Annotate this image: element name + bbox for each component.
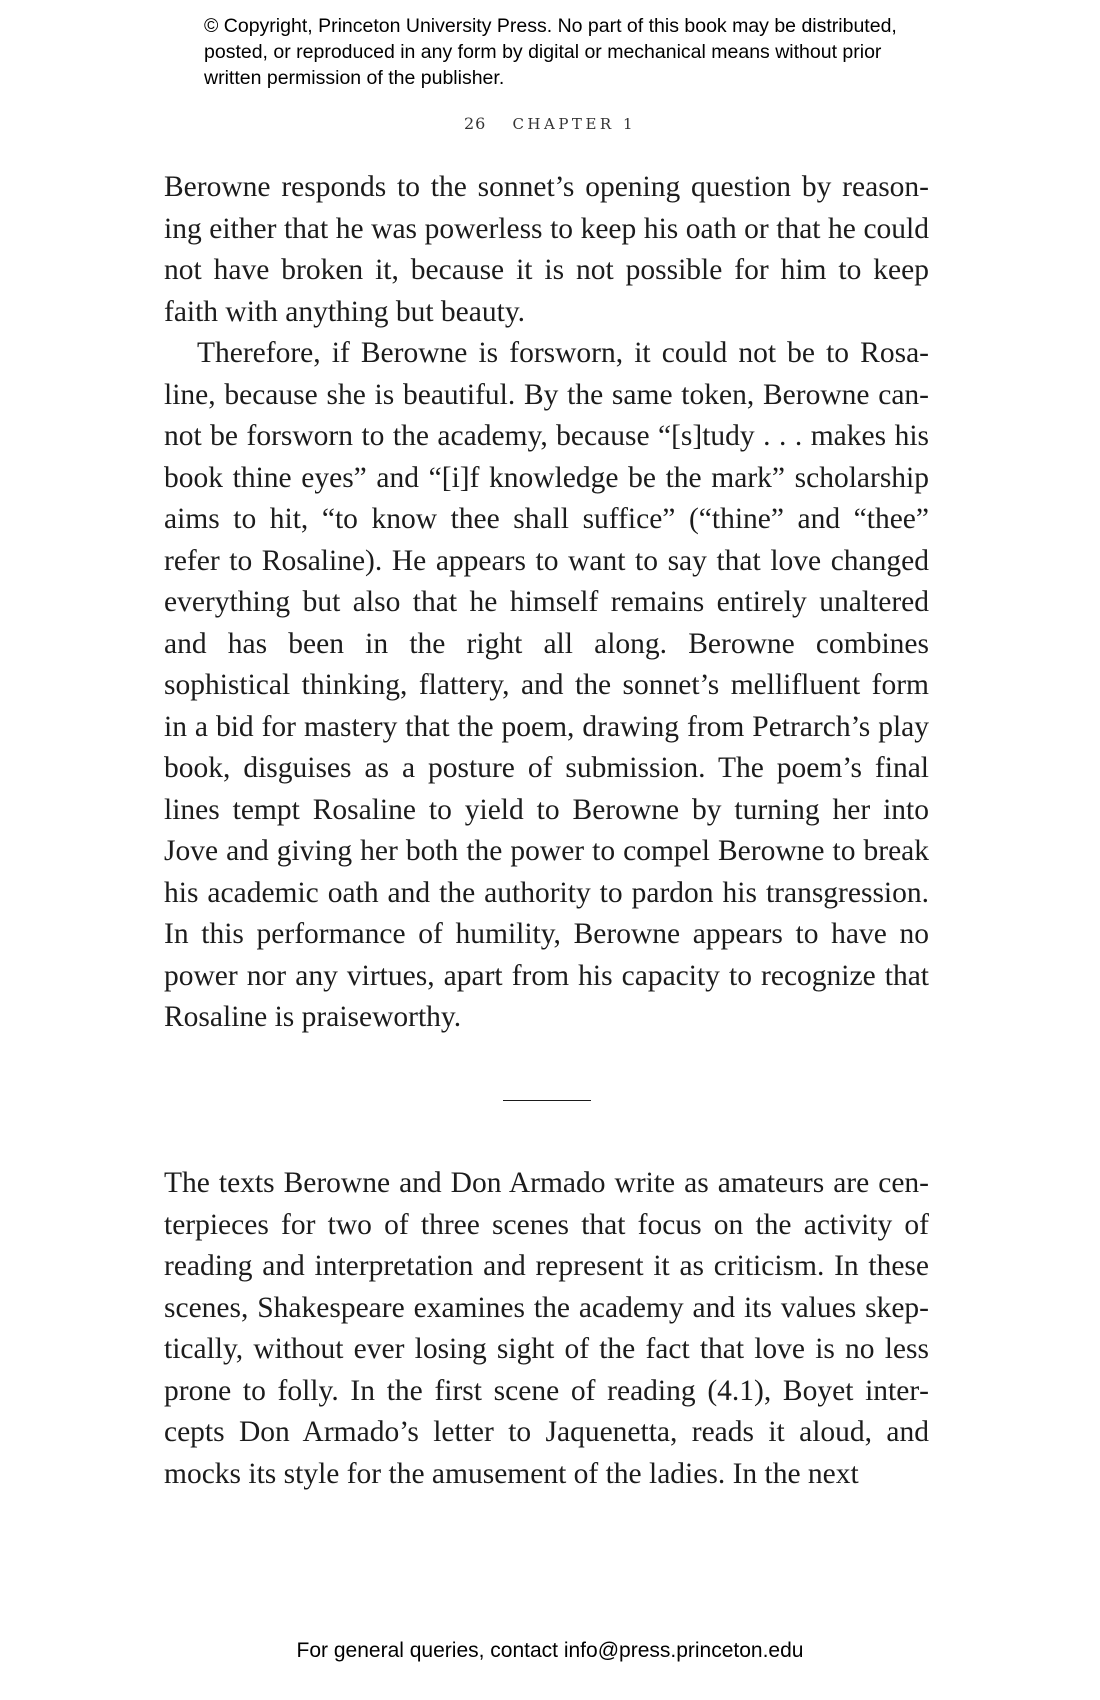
paragraph-1: Berowne responds to the sonnet’s opening question by reasoning either that he was powerless to keep his oath or that he could not have broken it, because it is not possible for him to keep faith with anything but beauty.: [164, 171, 929, 328]
text-block-after-break: [164, 1163, 929, 1495]
running-head: [0, 114, 1100, 133]
copyright-notice: © Copyright, Princeton University Press. No part of this book may be distributed, posted, or reproduced in any form by digital or mechanical means without prior written permission of the publisher.: [204, 15, 897, 89]
footer-contact: For general queries, contact info@press.princeton.edu: [296, 1639, 804, 1662]
paragraph-2: Therefore, if Berowne is forsworn, it could not be to Rosaline, because she is beautiful. By the same token, Berowne cannot be forsworn to the academy, because “[s]tudy . . . makes his book thine eyes” and “[i]f knowledge be the mark” scholarship aims to hit, “to know thee shall suffice” (“thine” and “thee” refer to Rosaline). He appears to want to say that love changed everything but also that he himself remains entirely unaltered and has been in the right all along. Berowne combines sophistical thinking, flattery, and the sonnet’s mellifluent form in a bid for mastery that the poem, drawing from Petrarch’s play book, disguises as a posture of submission. The poem’s final lines tempt Rosaline to yield to Berowne by turning her into Jove and giving her both the power to compel Berowne to break his academic oath and the authority to pardon his transgression. In this performance of humility, Berowne appears to have no power nor any virtues, apart from his capacity to recognize that Rosaline is praiseworthy.: [164, 337, 929, 1033]
page-number: 26: [464, 114, 487, 133]
section-break-rule: [503, 1100, 591, 1101]
chapter-label: CHAPTER 1: [512, 115, 636, 133]
paragraph-3: The texts Berowne and Don Armado write as amateurs are centerpieces for two of three scenes that focus on the activity of reading and interpretation and represent it as criticism. In these scenes, Shakespeare examines the academy and its values skeptically, without ever losing sight of the fact that love is no less prone to folly. In the first scene of reading (4.1), Boyet intercepts Don Armado’s letter to Jaquenetta, reads it aloud, and mocks its style for the amusement of the ladies. In the next: [164, 1167, 929, 1490]
text-block-before-break: [164, 167, 929, 1039]
